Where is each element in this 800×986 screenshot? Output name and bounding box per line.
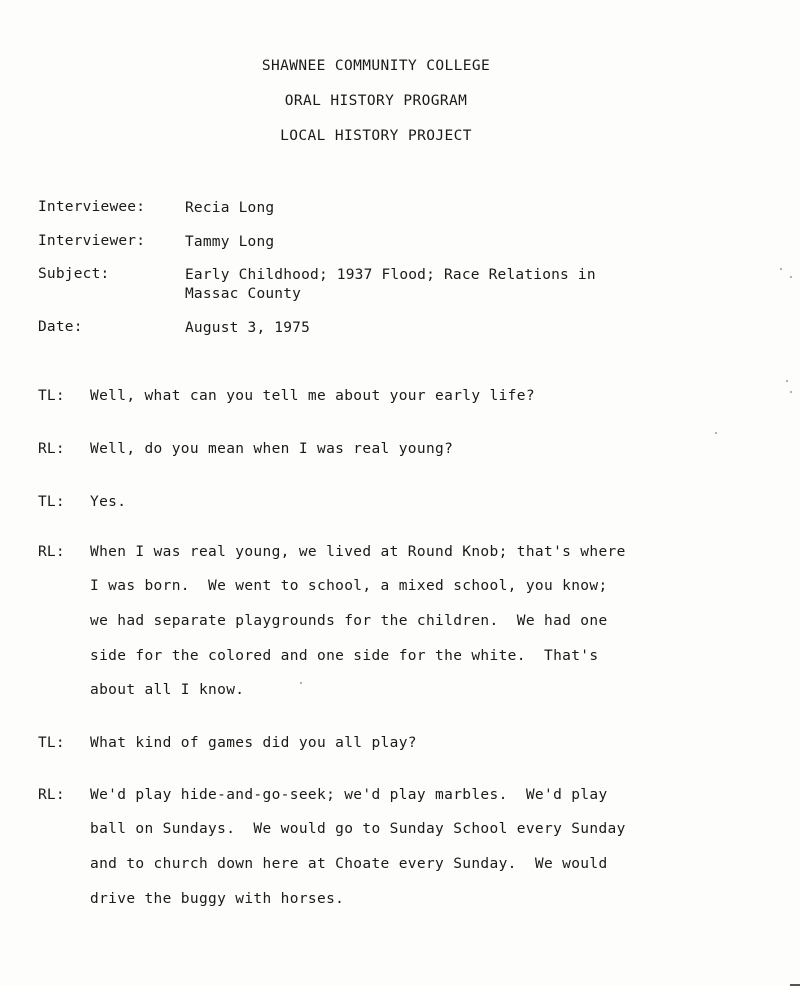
subject-label: Subject:	[38, 266, 110, 282]
dialogue-line: side for the colored and one side for the white. That's	[90, 648, 599, 664]
college-title: SHAWNEE COMMUNITY COLLEGE	[261, 58, 491, 74]
interviewer-value: Tammy Long	[185, 234, 275, 250]
dialogue-line: We'd play hide-and-go-seek; we'd play marbles. We'd play	[90, 787, 608, 803]
speaker-label: TL:	[38, 494, 65, 510]
speaker-label: RL:	[38, 441, 65, 457]
date-label: Date:	[38, 319, 83, 335]
dialogue-line: I was born. We went to school, a mixed school, you know;	[90, 578, 608, 594]
subject-value-line1: Early Childhood; 1937 Flood; Race Relations in	[185, 267, 596, 283]
dialogue-line: Well, do you mean when I was real young?	[90, 441, 454, 457]
dialogue-line: we had separate playgrounds for the children. We had one	[90, 613, 608, 629]
dialogue-line: about all I know.	[90, 682, 245, 698]
dialogue-line: ball on Sundays. We would go to Sunday School every Sunday	[90, 821, 626, 837]
scan-speck	[715, 432, 717, 434]
date-value: August 3, 1975	[185, 320, 311, 336]
speaker-label: TL:	[38, 735, 65, 751]
speaker-label: RL:	[38, 787, 65, 803]
interviewee-value: Recia Long	[185, 200, 275, 216]
scan-speck	[780, 268, 782, 270]
dialogue-line: When I was real young, we lived at Round Knob; that's where	[90, 544, 626, 560]
dialogue-line: drive the buggy with horses.	[90, 891, 345, 907]
program-title: ORAL HISTORY PROGRAM	[284, 93, 468, 109]
dialogue-line: and to church down here at Choate every Sunday. We would	[90, 856, 608, 872]
scan-speck	[786, 380, 788, 382]
speaker-label: TL:	[38, 388, 65, 404]
dialogue-line: Well, what can you tell me about your early life?	[90, 388, 535, 404]
scan-speck	[790, 391, 792, 393]
interviewer-label: Interviewer:	[38, 233, 146, 249]
speaker-label: RL:	[38, 544, 65, 560]
subject-value-line2: Massac County	[185, 286, 302, 302]
interviewee-label: Interviewee:	[38, 199, 146, 215]
dialogue-line: Yes.	[90, 494, 127, 510]
scan-speck	[790, 276, 792, 278]
scan-speck	[300, 682, 302, 684]
project-title: LOCAL HISTORY PROJECT	[280, 128, 472, 144]
dialogue-line: What kind of games did you all play?	[90, 735, 417, 751]
